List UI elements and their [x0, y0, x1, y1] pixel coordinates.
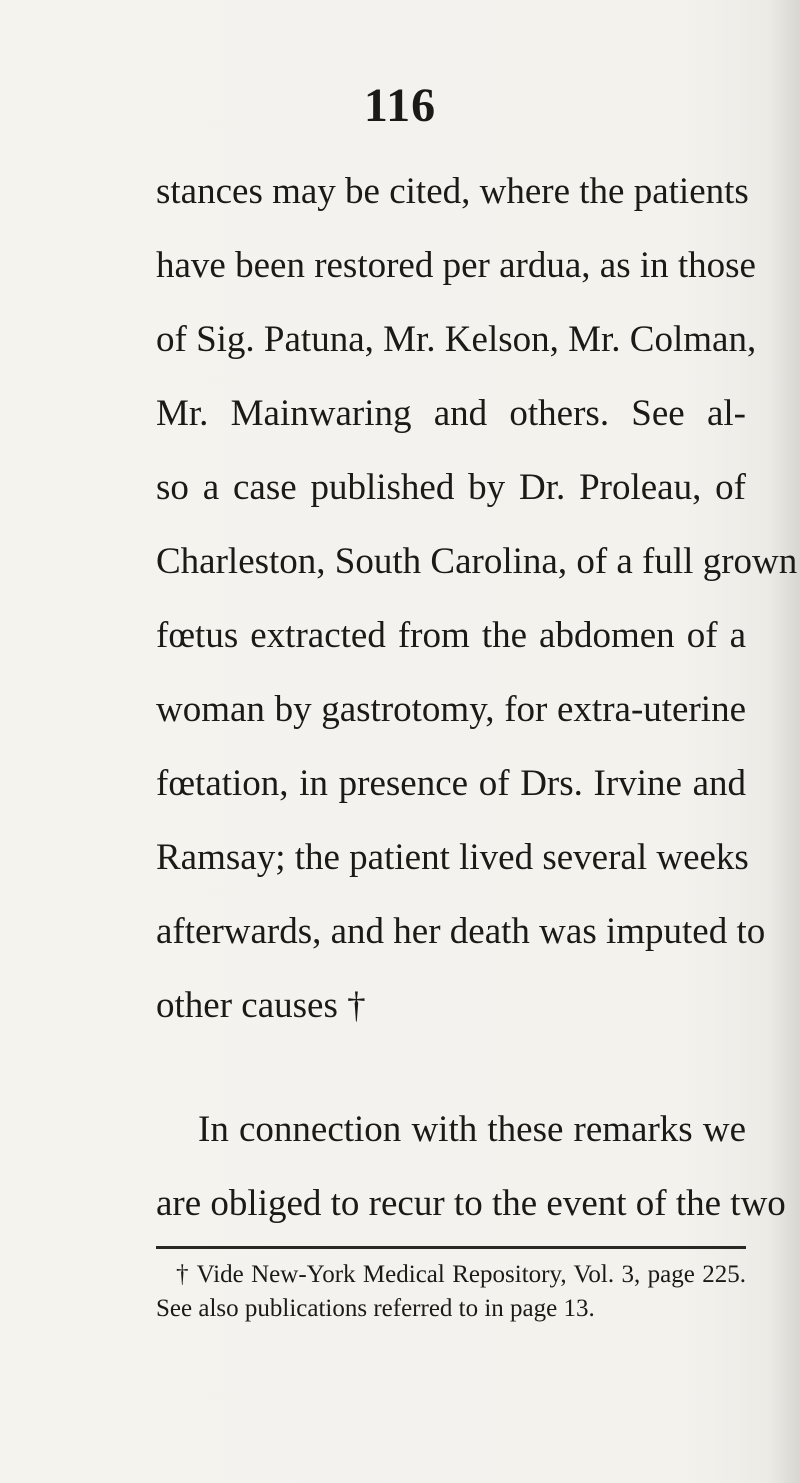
- body-text: [156, 155, 798, 1241]
- footnotes: [156, 1258, 746, 1326]
- text-line: are obliged to recur to the event of the two: [156, 1183, 786, 1224]
- text-line: have been restored per ardua, as in those: [156, 245, 756, 286]
- text-line: afterwards, and her death was imputed to: [156, 911, 766, 952]
- text-line: other causes †: [156, 985, 366, 1026]
- footnote-line: † Vide New-York Medical Repository, Vol. 3, page 225.: [176, 1261, 746, 1288]
- footnote-line: See also publications referred to in page 13.: [156, 1295, 595, 1322]
- text-line: fœtation, in presence of Drs. Irvine and: [156, 763, 746, 804]
- text-line: fœtus extracted from the abdomen of a: [156, 615, 746, 656]
- text-line: woman by gastrotomy, for extra-uterine: [156, 689, 746, 730]
- text-line: stances may be cited, where the patients: [156, 171, 749, 212]
- text-line: of Sig. Patuna, Mr. Kelson, Mr. Colman,: [156, 319, 757, 360]
- footnote-divider: [156, 1246, 746, 1249]
- text-line: Mr. Mainwaring and others. See al-: [156, 393, 746, 434]
- text-line: Charleston, South Carolina, of a full grown: [156, 541, 798, 582]
- text-line: Ramsay; the patient lived several weeks: [156, 837, 749, 878]
- page-number: 116: [363, 79, 437, 132]
- paragraph-start-line: In connection with these remarks we: [198, 1109, 746, 1150]
- text-line: so a case published by Dr. Proleau, of: [156, 467, 746, 508]
